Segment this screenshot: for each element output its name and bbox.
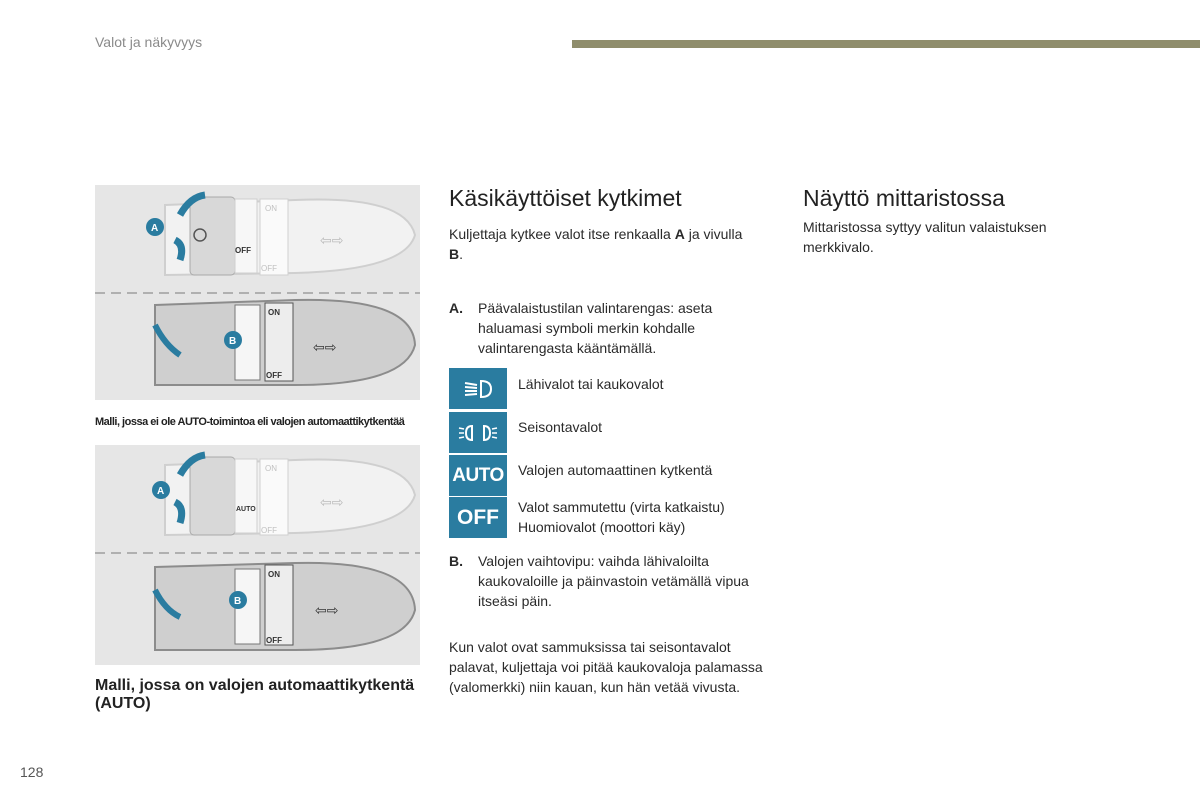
item-a-letter: A. xyxy=(449,300,463,316)
svg-text:B: B xyxy=(234,596,242,607)
item-a xyxy=(449,298,759,358)
svg-text:OFF: OFF xyxy=(266,636,282,645)
svg-text:⇦⇨: ⇦⇨ xyxy=(315,602,339,618)
caption-model-without-auto: Malli, jossa ei ole AUTO-toimintoa eli valojen automaattikytkentää xyxy=(95,416,405,428)
display-text: Mittaristossa syttyy valitun valaistuksen merkkivalo. xyxy=(803,219,1047,255)
svg-text:⇦⇨: ⇦⇨ xyxy=(313,339,337,355)
off-icon: OFF xyxy=(449,497,507,538)
mode-row-auto-text: Valojen automaattinen kytkentä xyxy=(518,462,713,478)
switch-on-label: ON xyxy=(265,204,277,213)
switch-on-label-2: ON xyxy=(265,464,277,473)
closing-paragraph: Kun valot ovat sammuksissa tai seisontavalot palavat, kuljettaja voi pitää kaukovaloja palamassa (valomerkki) niin kauan, kun hän vetää vivusta. xyxy=(449,639,763,695)
stalk-illustration-manual xyxy=(95,185,420,400)
svg-text:OFF: OFF xyxy=(235,246,251,255)
stalk-illustration-auto xyxy=(95,445,420,665)
item-b-letter: B. xyxy=(449,553,463,569)
heading-manual-switches: Käsikäyttöiset kytkimet xyxy=(449,185,682,211)
auto-icon: AUTO xyxy=(449,455,507,496)
switch-auto-label: AUTO xyxy=(236,506,256,513)
sidelights-icon xyxy=(449,412,507,453)
mode-row-off-text: Valot sammutettu (virta katkaistu) Huomiovalot (moottori käy) xyxy=(518,499,725,535)
svg-text:ON: ON xyxy=(268,308,280,317)
heading-instrument-display: Näyttö mittaristossa xyxy=(803,185,1005,211)
manual-intro: Kuljettaja kytkee valot itse renkaalla A ja vivulla B. xyxy=(449,226,743,262)
svg-text:⇦⇨: ⇦⇨ xyxy=(320,232,344,248)
mode-row-sidelights-text: Seisontavalot xyxy=(518,419,603,435)
svg-text:OFF: OFF xyxy=(266,371,282,380)
switch-off-label-2: OFF xyxy=(261,526,277,535)
switch-off-label: OFF xyxy=(261,264,277,273)
svg-text:⇦⇨: ⇦⇨ xyxy=(320,494,344,510)
svg-text:ON: ON xyxy=(268,570,280,579)
low-high-beam-icon xyxy=(449,368,507,409)
item-a-text: Päävalaistustilan valintarengas: aseta haluamasi symboli merkin kohdalle valintarengasta kääntämällä. xyxy=(478,300,713,356)
item-b xyxy=(449,551,759,611)
svg-text:A: A xyxy=(157,486,165,497)
callout-a: A xyxy=(151,223,159,234)
page-number: 128 xyxy=(20,764,44,780)
svg-text:B: B xyxy=(229,336,237,347)
caption-model-with-auto: Malli, jossa on valojen automaattikytkentä (AUTO) xyxy=(95,677,415,712)
mode-row-beams-text: Lähivalot tai kaukovalot xyxy=(518,376,664,392)
header-bar xyxy=(572,40,1200,48)
item-b-text: Valojen vaihtovipu: vaihda lähivaloilta kaukovaloille ja päinvastoin vetämällä vipua itseäsi päin. xyxy=(478,553,749,609)
section-header: Valot ja näkyvyys xyxy=(95,34,203,50)
